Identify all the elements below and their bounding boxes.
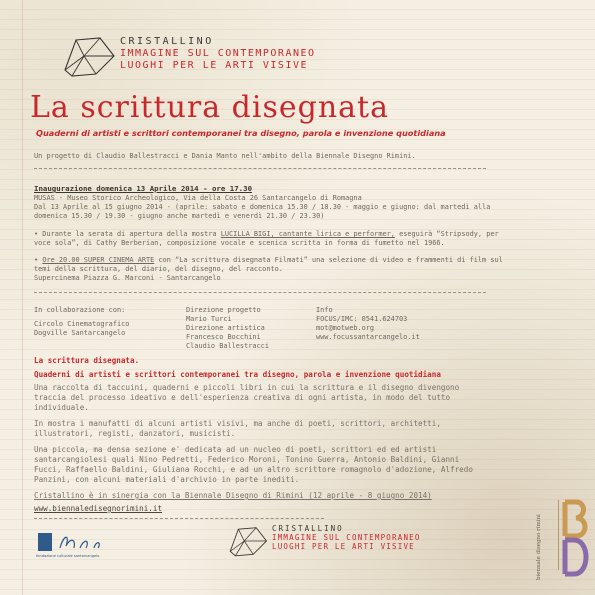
credits-col2-item: Claudio Ballestracci [186, 342, 269, 350]
event-2-link[interactable]: Ore 20.00 SUPER CINEMA ARTE [42, 256, 155, 264]
event-2-line2: temi della scrittura, del diario, del disegno, del racconto. [34, 265, 283, 273]
footer-logo-tagline-2: LUOGHI PER LE ARTI VISIVE [272, 542, 415, 551]
credits-col1-title: In collaborazione con: [34, 306, 126, 314]
margin-line [22, 0, 23, 595]
paragraph-line: Una piccola, ma densa sezione e' dedicata ad un nucleo di poeti, scrittori ed ed artisti [34, 445, 437, 454]
section-heading: La scrittura disegnata. [34, 356, 140, 365]
paragraph-line: Una raccolta di taccuini, quaderni e piccoli libri in cui la scrittura e il disegno divengono [34, 383, 460, 392]
credits-phone: FOCUS/IMC: 0541.624703 [316, 315, 408, 323]
bd-letters-icon [562, 498, 592, 578]
footer-logo-tagline-1: IMMAGINE SUL CONTEMPORANEO [272, 533, 421, 542]
intro-text: Un progetto di Claudio Ballestracci e Dania Manto nell'ambito della Biennale Disegno Rimini. [34, 152, 416, 160]
event-1-post: eseguirà “Stripsody, per [394, 230, 499, 238]
page-subtitle: Quaderni di artisti e scrittori contemporanei tra disegno, parola e invenzione quotidiana [36, 128, 446, 138]
biennale-note: Cristallino è in sinergia con la Biennale Disegno di Rimini (12 aprile - 8 giugno 2014) [34, 491, 432, 500]
paragraph-line: individuale. [34, 403, 89, 412]
paragraph-line: Panzini, con alcuni materiali d'archivio in parte inediti. [34, 475, 300, 484]
event-2-post: con “La scrittura disegnata Filmati” una selezione di video e frammenti di film sul [154, 256, 503, 264]
logo-tagline-2: LUOGHI PER LE ARTI VISIVE [120, 60, 309, 71]
biennale-bd-logo [562, 498, 592, 578]
credits-col3-title: Info [316, 306, 333, 314]
logo-name: CRISTALLINO [120, 36, 214, 47]
event-1-link[interactable]: LUCILLA BIGI, cantante lirica e performer, [220, 230, 395, 238]
crystal-icon [228, 524, 268, 558]
footer-logo-name: CRISTALLINO [272, 524, 344, 533]
logo-tagline-1: IMMAGINE SUL CONTEMPORANEO [120, 48, 316, 59]
credits-website[interactable]: www.focussantarcangelo.it [316, 333, 420, 341]
event-2-pre: • [34, 256, 43, 264]
event-2-line [34, 256, 503, 265]
inauguration-line: MUSAS - Museo Storico Archeologico, Via della Costa 26 Santarcangelo di Romagna [34, 194, 362, 202]
paragraph-line: santarcangiolesi quali Nino Pedretti, Federico Moroni, Tonino Guerra, Antonio Baldini, Gianni [34, 455, 460, 464]
credits-email[interactable]: mot@motweb.org [316, 324, 375, 332]
biennale-vertical-text: biennale disegno rimini [536, 514, 542, 580]
credits-col1-item: Circolo Cinematografico [34, 320, 130, 328]
event-1-pre: • Durante la serata di apertura della mostra [34, 230, 221, 238]
paragraph-line: Fucci, Raffaello Baldini, Giuliana Rocchi, e ad un altro scrittore romagnolo d'adozione, Alfredo [34, 465, 473, 474]
paragraph-line: In mostra i manufatti di alcuni artisti visivi, ma anche di poeti, scrittori, architetti, [34, 419, 441, 428]
page-title: La scrittura disegnata [30, 90, 389, 125]
focus-logo-mark [36, 530, 116, 554]
section-subheading: Quaderni di artisti e scrittori contemporanei tra disegno, parola e invenzione quotidiana [34, 370, 441, 379]
event-1-line2: voce sola”, di Cathy Berberian, composizione vocale e scenica scritta in forma di fumetto nel 1966. [34, 239, 445, 247]
website-link[interactable]: www.biennaledisegnorimini.it [34, 504, 163, 513]
divider [34, 292, 486, 293]
cristallino-logo [62, 34, 322, 86]
credits-col1-item: Dogville Santarcangelo [34, 329, 126, 337]
inauguration-heading: Inaugurazione domenica 13 Aprile 2014 - ore 17.30 [34, 184, 253, 193]
inauguration-line: domenica 15.30 / 19.30 - giugno anche martedì e venerdì 21.30 / 23.30) [34, 212, 325, 220]
focus-logo [36, 530, 116, 564]
credits-col2-title: Direzione progetto [186, 306, 261, 314]
paragraph-line: traccia del processo ideativo e dell'esperienza creativa di ogni artista, in modo del tutto [34, 393, 451, 402]
credits-col2-item: Francesco Bocchini [186, 333, 261, 341]
credits-col2-item: Mario Turci [186, 315, 232, 323]
event-1-line [34, 230, 499, 239]
focus-caption: fondazione culturale santarcangelo [36, 554, 100, 558]
paragraph-line: illustratori, registi, danzatori, musicisti. [34, 429, 236, 438]
inauguration-line: Dal 13 Aprile al 15 giugno 2014 - (aprile: sabato e domenica 15.30 / 18.30 - maggio e giugno: dal martedì alla [34, 203, 491, 211]
biennale-bar [558, 500, 559, 570]
cristallino-footer-logo [228, 522, 421, 562]
divider [34, 168, 486, 169]
event-2-line3: Supercinema Piazza G. Marconi - Santarcangelo [34, 274, 221, 282]
crystal-icon [62, 34, 116, 78]
credits-col2-item: Direzione artistica [186, 324, 265, 332]
divider [34, 518, 324, 519]
